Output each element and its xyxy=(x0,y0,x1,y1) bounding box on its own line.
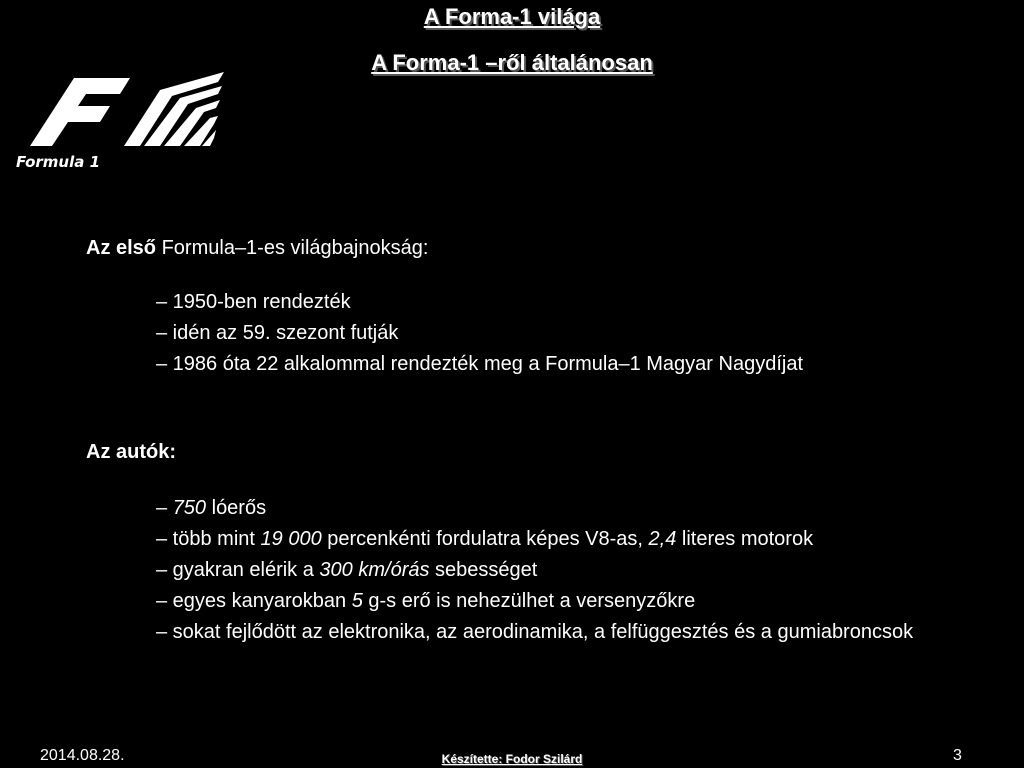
footer-date: 2014.08.28. xyxy=(40,747,125,764)
section2-heading xyxy=(86,440,176,464)
slide-subtitle: A Forma-1 –ről általánosan xyxy=(371,50,653,75)
list-item-gforce: – egyes kanyarokban 5 g-s erő is nehezülhet a versenyzőkre xyxy=(156,590,696,612)
section1-heading-rest: Formula–1-es világbajnokság: xyxy=(156,237,429,259)
list-item: – 1950-ben rendezték xyxy=(156,291,351,313)
list-item: – 1986 óta 22 alkalommal rendezték meg a Formula–1 Magyar Nagydíjat xyxy=(156,353,804,375)
list-item-horsepower: – 750 lóerős xyxy=(156,497,267,519)
list-item-rpm: – több mint 19 000 percenkénti fordulatra képes V8-as, 2,4 literes motorok xyxy=(156,528,814,550)
list-item-technology: – sokat fejlődött az elektronika, az aerodinamika, a felfüggesztés és a gumiabroncsok xyxy=(156,621,914,643)
section1-list xyxy=(156,287,803,380)
formula-1-logo-icon xyxy=(12,68,226,172)
slide-title: A Forma-1 világa xyxy=(423,4,601,29)
section1-heading-bold: Az első xyxy=(86,237,157,259)
page-number: 3 xyxy=(953,747,962,764)
list-item-speed: – gyakran elérik a 300 km/órás sebességet xyxy=(156,559,538,581)
section1-heading xyxy=(86,236,428,260)
section2-list xyxy=(156,493,1006,648)
footer-author: Készítette: Fodor Szilárd xyxy=(441,752,583,766)
section2-heading-text: Az autók: xyxy=(86,441,176,463)
list-item: – idén az 59. szezont futják xyxy=(156,322,399,344)
logo-text: Formula 1 xyxy=(16,153,101,171)
